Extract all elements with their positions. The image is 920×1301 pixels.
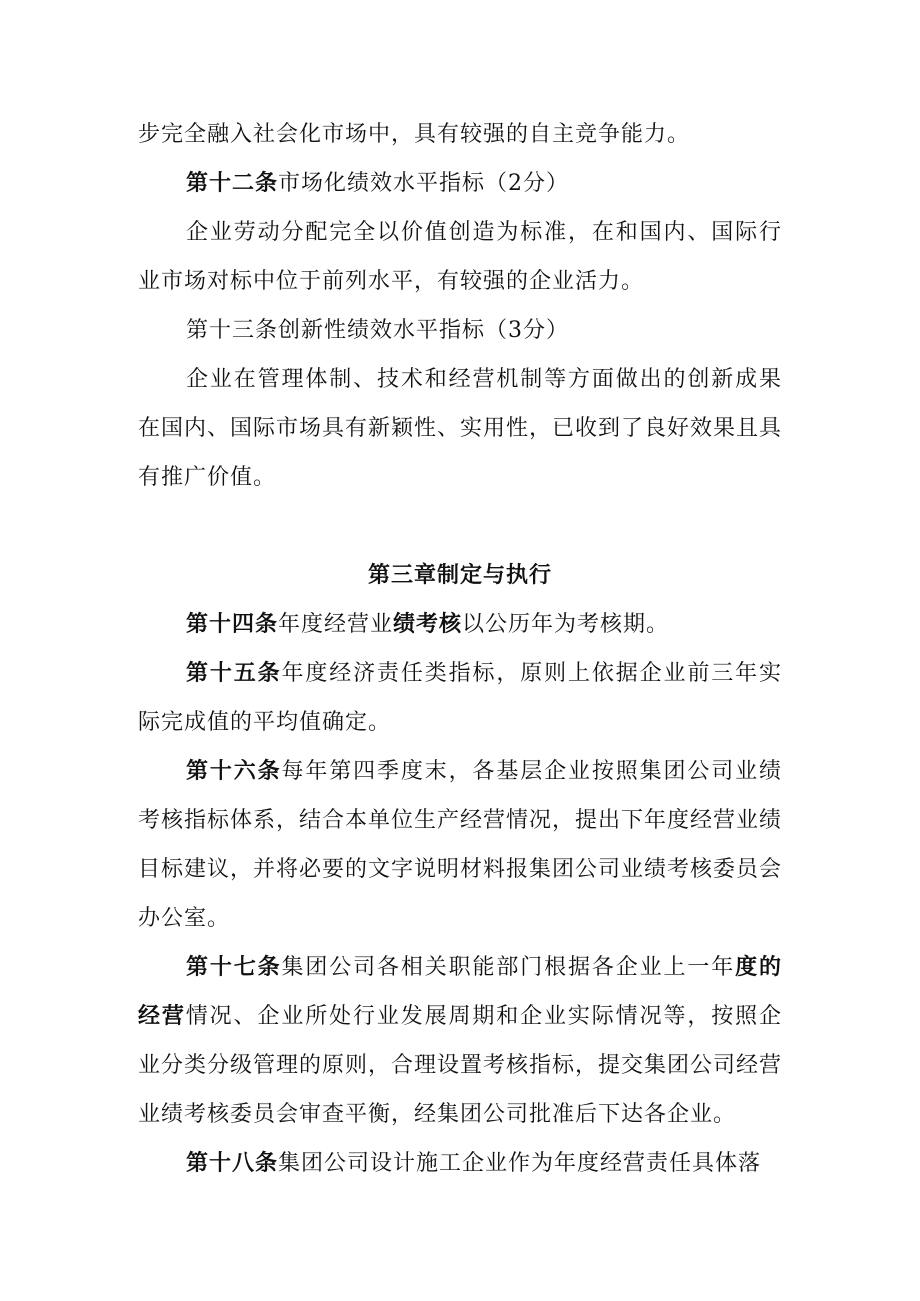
- paragraph-text: 企业在管理体制、技术和经营机制等方面做出的创新成果在国内、国际市场具有新颖性、实用性，已收到了良好效果且具有推广价值。: [138, 367, 783, 490]
- paragraph-bold-text: 度的经营: [138, 954, 782, 1029]
- document-page: [138, 110, 782, 1188]
- article-16: [138, 747, 782, 943]
- paragraph-text: 集团公司设计施工企业作为年度经营责任具体落: [278, 1151, 762, 1176]
- paragraph-text: 年度经济责任类指标，原则上依据企业前三年实际完成值的平均值确定。: [138, 661, 782, 735]
- article-number: 第十七条: [186, 954, 282, 980]
- paragraph-text: 每年第四季度末，各基层企业按照集团公司业绩考核指标体系，结合本单位生产经营情况，提出下年度经营业绩目标建议，并将必要的文字说明材料报集团公司业绩考核委员会办公室。: [138, 759, 783, 931]
- chapter-title: 第三章制定与执行: [367, 562, 552, 588]
- article-number: 第十二条: [186, 170, 279, 196]
- article-18: [138, 1139, 782, 1188]
- paragraph-text: 以公历年为考核期。: [462, 612, 670, 637]
- paragraph-continuation: [138, 110, 782, 159]
- paragraph-text: 年度经营业: [278, 612, 394, 637]
- article-number: 第十六条: [186, 758, 282, 784]
- article-12-body: [138, 208, 782, 306]
- section-spacer: [138, 502, 782, 551]
- paragraph-bold-text: 绩考核: [393, 611, 463, 637]
- article-12: [138, 159, 782, 208]
- article-17: [138, 943, 782, 1139]
- article-13-body: [138, 355, 782, 502]
- article-14: [138, 600, 782, 649]
- article-number: 第十五条: [186, 660, 282, 686]
- paragraph-text: 情况、企业所处行业发展周期和企业实际情况等，按照企业分类分级管理的原则，合理设置考核指标，提交集团公司经营业绩考核委员会审查平衡，经集团公司批准后下达各企业。: [138, 1004, 783, 1127]
- article-heading: 第十三条创新性绩效水平指标（3分）: [186, 318, 569, 343]
- paragraph-text: 集团公司各相关职能部门根据各企业上一年: [281, 955, 736, 980]
- article-heading: 市场化绩效水平指标（2分）: [278, 171, 570, 196]
- article-13: [138, 306, 782, 355]
- paragraph-text: 步完全融入社会化市场中，具有较强的自主竞争能力。: [138, 122, 691, 147]
- article-number: 第十四条: [186, 611, 279, 637]
- article-number: 第十八条: [186, 1150, 279, 1176]
- paragraph-text: 企业劳动分配完全以价值创造为标准，在和国内、国际行业市场对标中位于前列水平，有较强的企业活力。: [138, 220, 782, 294]
- article-15: [138, 649, 782, 747]
